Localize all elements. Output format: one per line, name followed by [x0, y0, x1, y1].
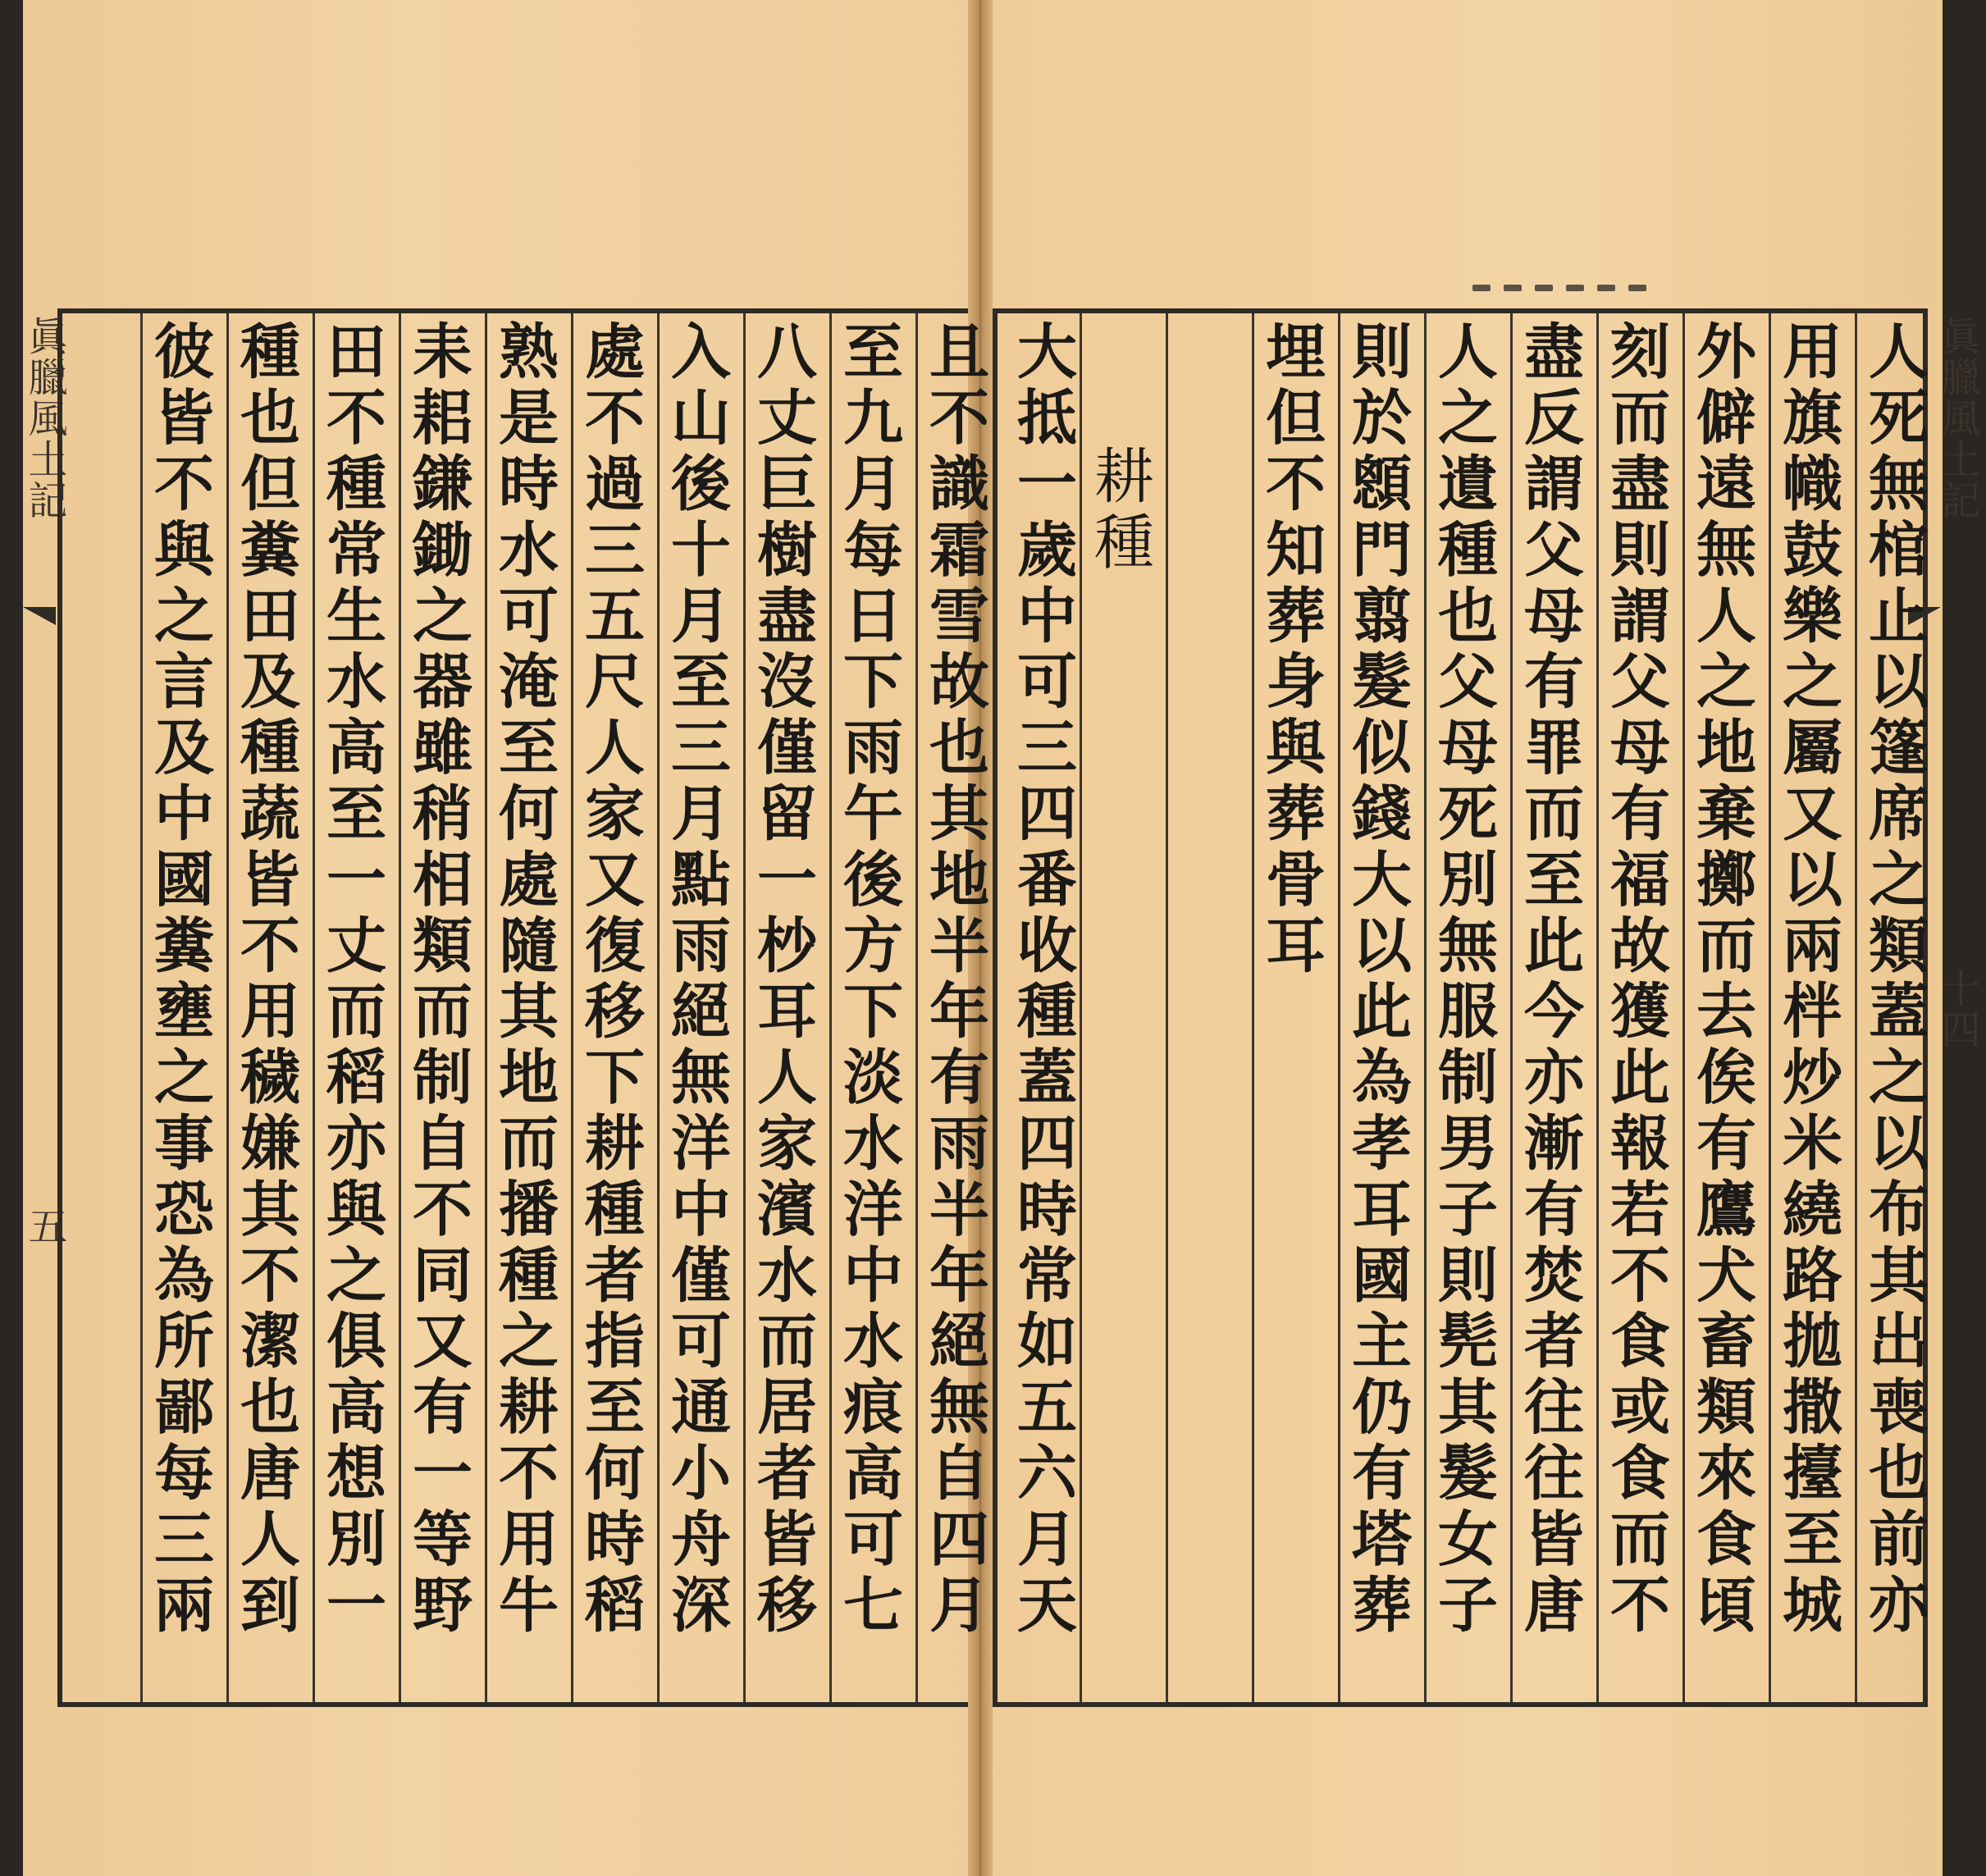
left-fishtail-mark	[23, 607, 56, 625]
right-col-6: 人之遺種也父母死別無服制男子則髡其髮女子	[1427, 320, 1498, 1639]
left-col-1: 且不識霜雪故也其地半年有雨半年絕無自四月	[919, 320, 989, 1639]
right-text-frame	[993, 308, 1928, 1707]
right-col-4: 刻而盡則謂父母有福故獲此報若不食或食而不	[1600, 320, 1670, 1639]
left-margin-title: 眞臘風土記	[21, 316, 67, 521]
top-ink-marks	[1472, 279, 1686, 307]
right-margin-page: 十四	[1934, 968, 1980, 1050]
right-col-3: 外僻遠無人之地棄擲而去俟有鷹犬畜類來食頃	[1686, 320, 1756, 1639]
right-col-8: 埋但不知葬身與葬骨耳	[1255, 320, 1326, 979]
right-col-7: 則於顖門翦髮似錢大以此為孝耳國主仍有塔葬	[1341, 320, 1412, 1639]
right-col-9	[1170, 320, 1239, 1696]
right-margin-title: 眞臘風土記	[1934, 316, 1980, 521]
left-col-8: 田不種常生水高至一丈而稻亦與之俱高想別一	[316, 320, 386, 1639]
left-col-10: 彼皆不與之言及中國糞壅之事恐為所鄙每三兩	[144, 320, 214, 1639]
right-col-1: 人死無棺止以篷席之類蓋之以布其出喪也前亦	[1858, 320, 1929, 1639]
right-col-2: 用旗幟鼓樂之屬又以兩柈炒米繞路拋撒擡至城	[1772, 320, 1842, 1639]
left-col-6: 熟是時水可淹至何處隨其地而播種之耕不用牛	[488, 320, 559, 1639]
left-col-2: 至九月每日下雨午後方下淡水洋中水痕高可七	[833, 320, 903, 1639]
right-col-5: 盡反謂父母有罪而至此今亦漸有焚者往往皆唐	[1513, 320, 1584, 1639]
left-text-frame	[57, 308, 989, 1707]
left-col-5: 處不過三五尺人家又復移下耕種者指至何時稻	[574, 320, 645, 1639]
left-margin-page: 五	[21, 1206, 67, 1247]
left-col-3: 八丈巨樹盡沒僅留一杪耳人家濱水而居者皆移	[746, 320, 817, 1639]
right-col-11: 大抵一歲中可三四番收種蓋四時常如五六月天	[1007, 320, 1077, 1639]
left-col-9: 種也但糞田及種蔬皆不用穢嫌其不潔也唐人到	[230, 320, 300, 1639]
section-heading: 耕種	[1084, 445, 1153, 577]
left-col-4: 入山後十月至三月點雨絕無洋中僅可通小舟深	[660, 320, 731, 1639]
left-col-7: 耒耜鎌鋤之器雖稍相類而制自不同又有一等野	[402, 320, 473, 1639]
